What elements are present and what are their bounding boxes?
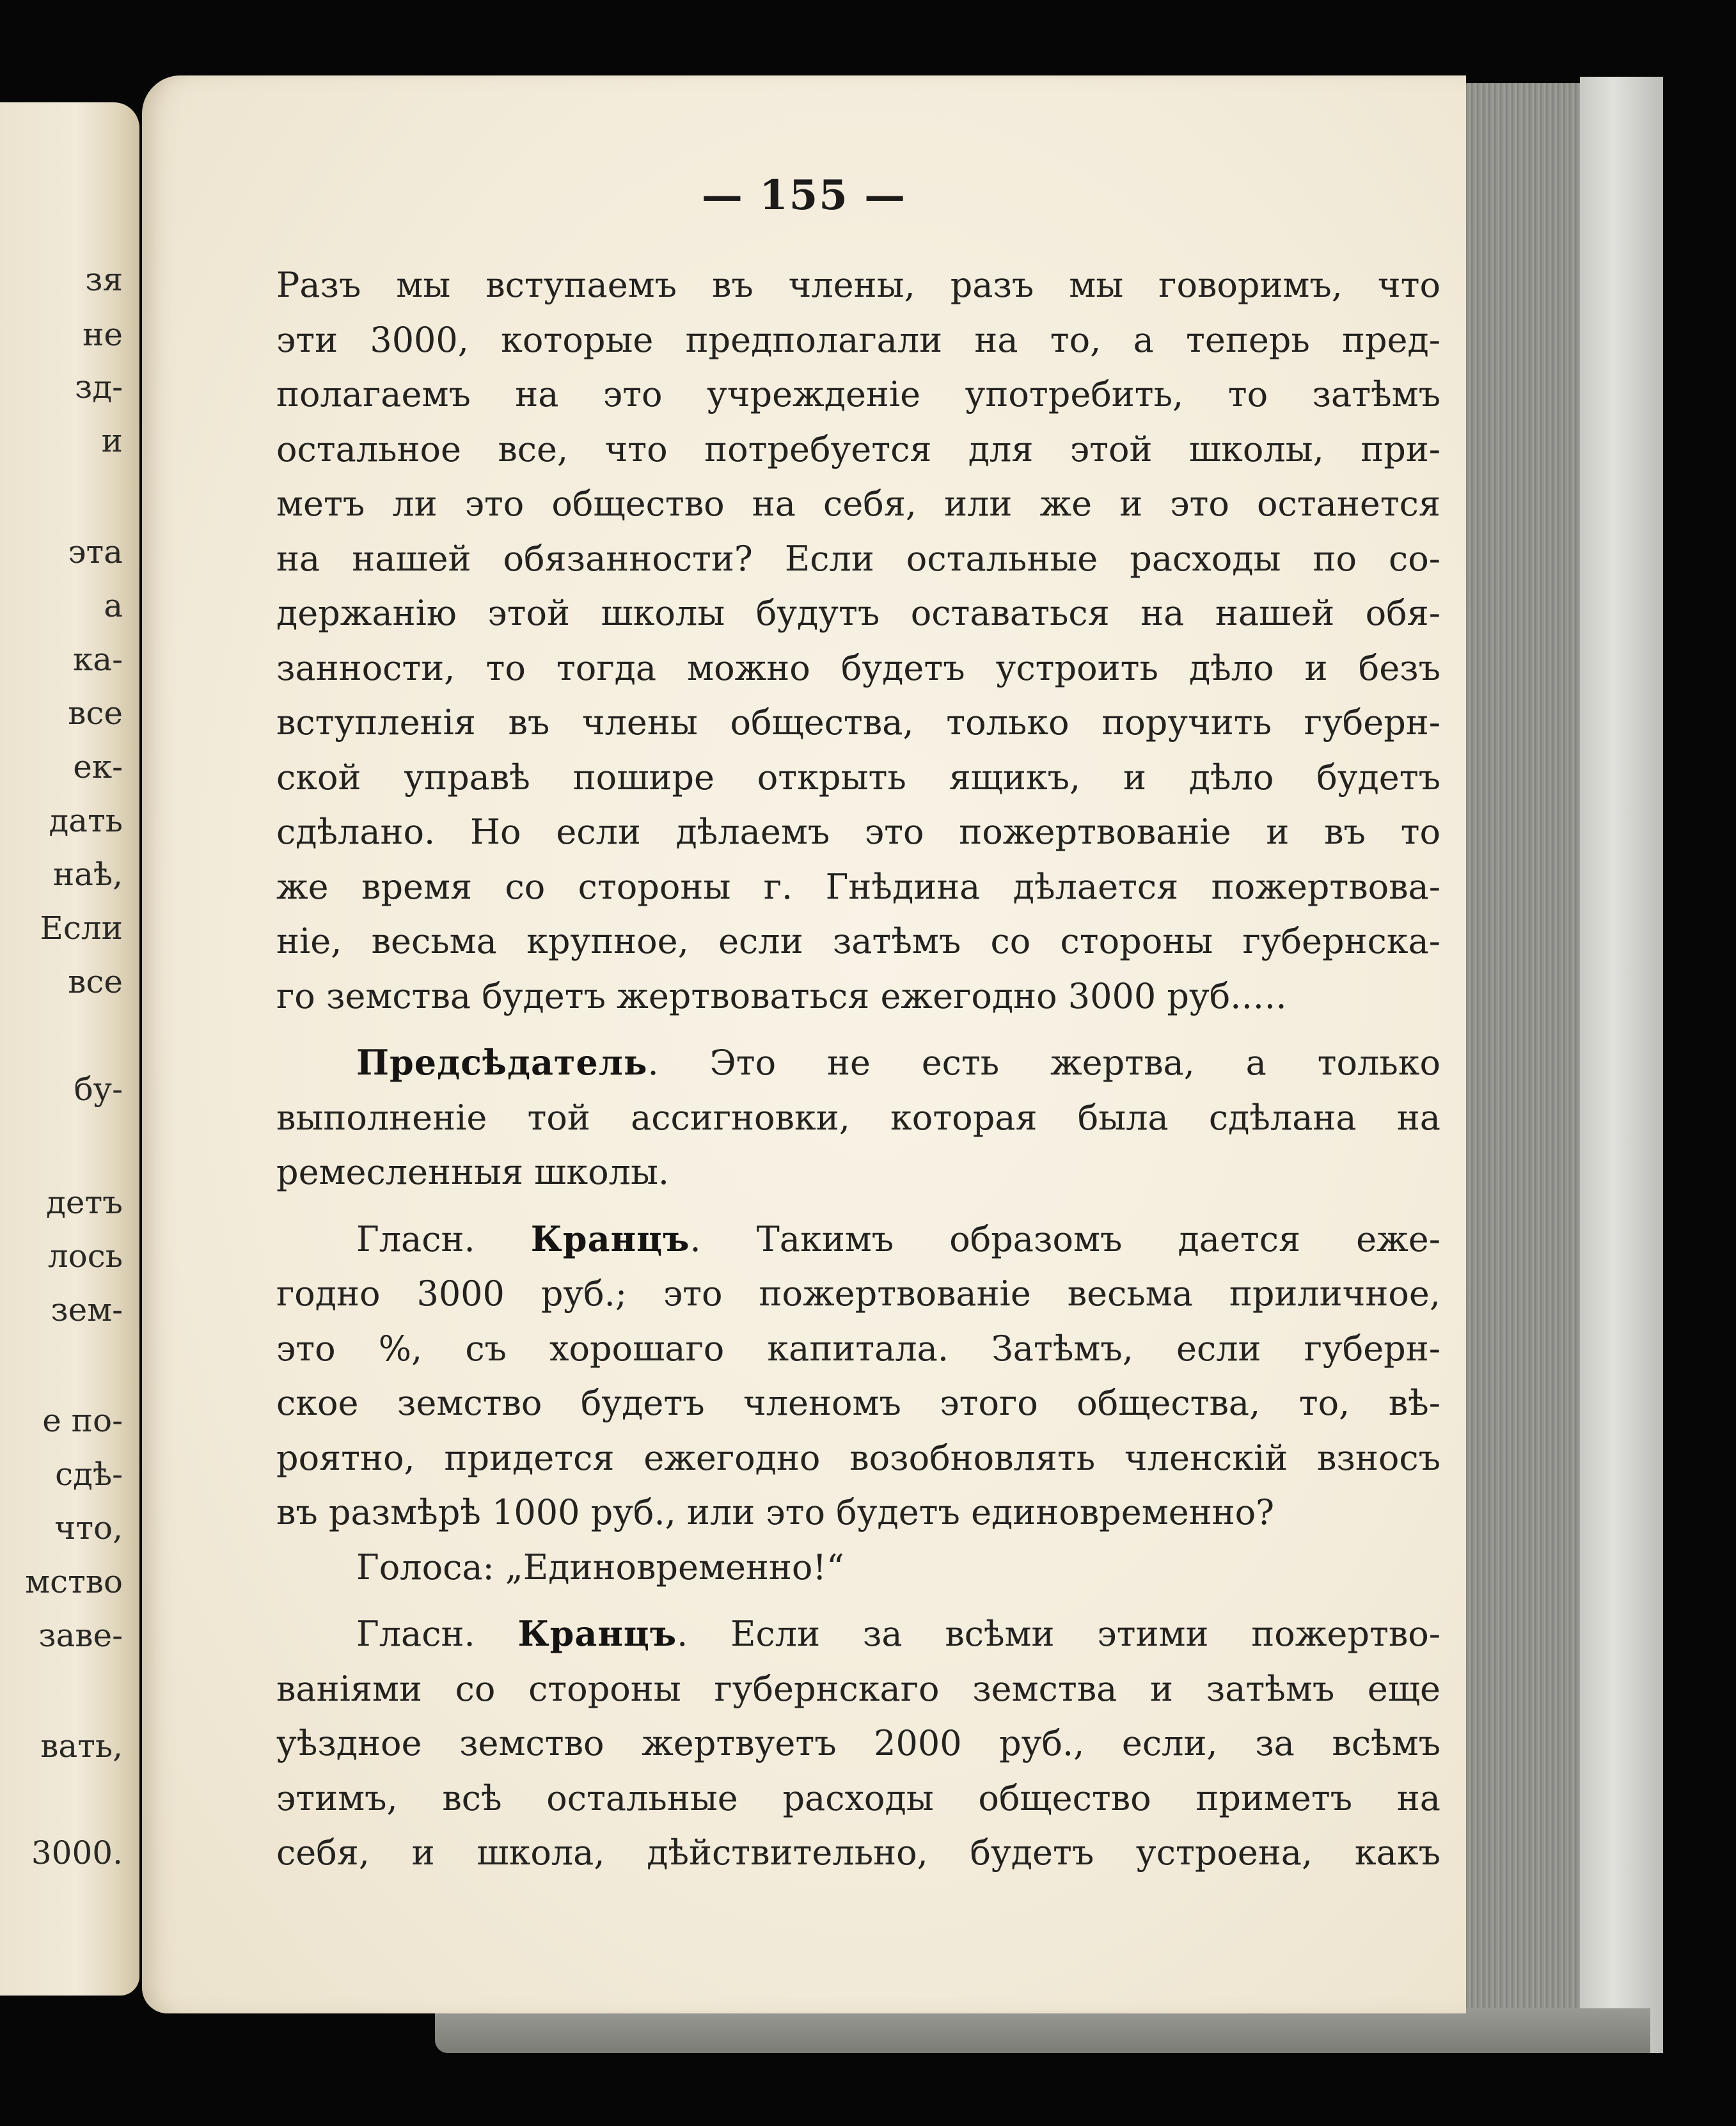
text-line: себя, и школа, дѣйствительно, будетъ устроена, какъ bbox=[276, 1832, 1440, 1873]
speaker-name: Кранцъ bbox=[517, 1613, 677, 1654]
left-fragment: зд- bbox=[75, 368, 123, 406]
left-fragment: и bbox=[101, 422, 123, 459]
left-fragment: лось bbox=[47, 1238, 123, 1275]
left-fragment: все bbox=[68, 695, 123, 732]
page-number: — 155 — bbox=[701, 171, 907, 219]
text-line: уѣздное земство жертвуетъ 2000 руб., если, за всѣмъ bbox=[276, 1723, 1440, 1763]
bottom-page-edge bbox=[435, 2008, 1650, 2053]
left-fragment: что, bbox=[54, 1509, 123, 1547]
text-line: метъ ли это общество на себя, или же и это останется bbox=[276, 484, 1440, 524]
left-fragment: зя bbox=[85, 261, 123, 298]
text-line: это %, съ хорошаго капитала. Затѣмъ, если губерн- bbox=[276, 1328, 1440, 1369]
left-fragment: не bbox=[83, 316, 123, 353]
text-line: годно 3000 руб.; это пожертвованіе весьма приличное, bbox=[276, 1273, 1440, 1314]
speech-text: . Если за всѣми этими пожертво- bbox=[677, 1614, 1440, 1654]
text-line: держанію этой школы будутъ оставаться на нашей обя- bbox=[276, 593, 1440, 633]
text-line: эти 3000, которые предполагали на то, а теперь пред- bbox=[276, 319, 1440, 360]
text-line: Голоса: „Единовременно!“ bbox=[356, 1547, 844, 1587]
speech-line bbox=[276, 1212, 1440, 1267]
text-line: выполненіе той ассигновки, которая была сдѣлана на bbox=[276, 1097, 1440, 1138]
left-fragment: все bbox=[68, 963, 123, 1000]
left-fragment: эта bbox=[68, 533, 123, 571]
left-fragment: заве- bbox=[38, 1617, 123, 1654]
text-line: вступленія въ члены общества, только поручить губерн- bbox=[276, 702, 1440, 743]
text-line: же время со стороны г. Гнѣдина дѣлается пожертвова- bbox=[276, 866, 1440, 907]
left-fragment: ек- bbox=[73, 748, 123, 785]
left-fragment: сдѣ- bbox=[55, 1456, 123, 1493]
text-block bbox=[276, 258, 1440, 1880]
previous-page-sliver bbox=[0, 102, 139, 1996]
text-line: остальное все, что потребуется для этой школы, при- bbox=[276, 429, 1440, 469]
text-line: этимъ, всѣ остальные расходы общество приметъ на bbox=[276, 1777, 1440, 1818]
text-line: ской управѣ пошире открыть ящикъ, и дѣло будетъ bbox=[276, 757, 1440, 798]
left-fragment: дать bbox=[49, 802, 123, 839]
left-fragment: вать, bbox=[40, 1728, 123, 1765]
text-line: ское земство будетъ членомъ этого общества, то, вѣ- bbox=[276, 1383, 1440, 1423]
left-fragment: е по- bbox=[42, 1402, 123, 1439]
cover-board bbox=[1580, 77, 1663, 2053]
speech-text: . Это не есть жертва, а только bbox=[647, 1043, 1440, 1083]
left-fragment: мство bbox=[25, 1563, 123, 1600]
left-fragment: 3000. bbox=[31, 1834, 123, 1871]
left-fragment: наѣ, bbox=[52, 856, 123, 893]
text-line: полагаемъ на это учрежденіе употребить, то затѣмъ bbox=[276, 374, 1440, 414]
text-line: ремесленныя школы. bbox=[276, 1152, 670, 1192]
speaker-title: Гласн. bbox=[356, 1614, 518, 1654]
text-line: на нашей обязанности? Если остальные расходы по со- bbox=[276, 538, 1440, 579]
left-fragment: Если bbox=[40, 909, 123, 947]
text-line: го земства будетъ жертвоваться ежегодно 3000 руб.…. bbox=[276, 975, 1287, 1016]
left-fragment: детъ bbox=[46, 1184, 123, 1221]
text-line: сдѣлано. Но если дѣлаемъ это пожертвованіе и въ то bbox=[276, 812, 1440, 852]
speech-text: . Такимъ образомъ дается еже- bbox=[690, 1218, 1440, 1259]
speech-line bbox=[276, 1035, 1440, 1091]
text-line: ніе, весьма крупное, если затѣмъ со стороны губернска- bbox=[276, 921, 1440, 961]
left-fragment: а bbox=[104, 587, 123, 624]
speaker-name: Предсѣдатель bbox=[356, 1042, 648, 1083]
text-line: занности, то тогда можно будетъ устроить дѣло и безъ bbox=[276, 647, 1440, 688]
left-fragment: зем- bbox=[51, 1291, 123, 1328]
main-page bbox=[142, 75, 1466, 2013]
speaker-name: Кранцъ bbox=[530, 1218, 690, 1259]
speaker-title: Гласн. bbox=[356, 1218, 531, 1259]
speech-line bbox=[276, 1607, 1440, 1662]
left-fragment: бу- bbox=[74, 1071, 123, 1108]
text-line: въ размѣрѣ 1000 руб., или это будетъ единовременно? bbox=[276, 1492, 1275, 1532]
left-fragment: ка- bbox=[73, 641, 123, 678]
text-line: роятно, придется ежегодно возобновлять членскій взносъ bbox=[276, 1437, 1440, 1478]
text-line: ваніями со стороны губернскаго земства и затѣмъ еще bbox=[276, 1668, 1440, 1709]
text-line: Разъ мы вступаемъ въ члены, разъ мы говоримъ, что bbox=[276, 265, 1440, 305]
